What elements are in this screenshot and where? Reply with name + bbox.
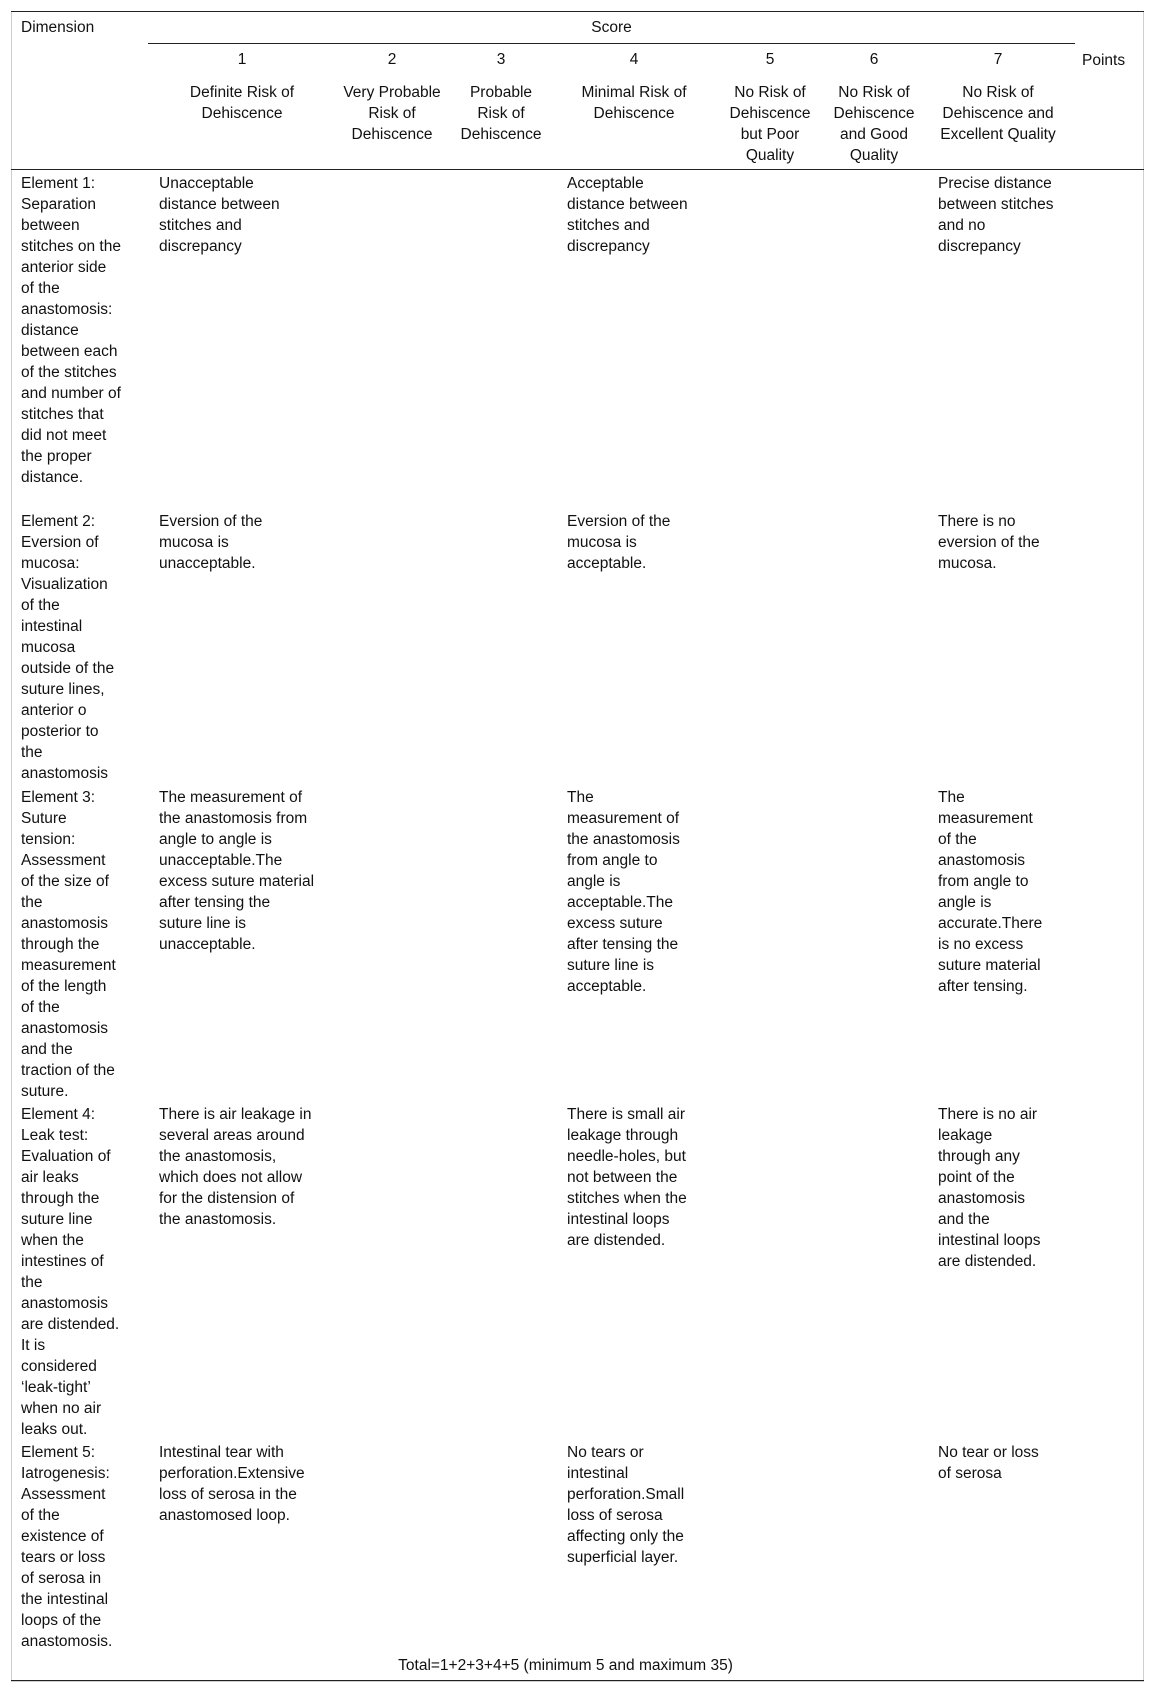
row-2-score-4: Eversion of the mucosa is acceptable. — [567, 513, 671, 572]
row-5-dimension: Element 5: Iatrogenesis: Assessment of the existence of tears or loss of serosa in the intestinal loops of the anastomosis. — [21, 1444, 113, 1650]
score-col-6-label: No Risk of Dehiscence and Good Quality — [833, 84, 915, 164]
header-top-rule — [11, 11, 1144, 12]
header-bottom-rule — [11, 169, 1144, 170]
score-col-1-label: Definite Risk of Dehiscence — [189, 84, 295, 122]
table-bottom-rule — [11, 1680, 1144, 1681]
score-col-5-label: No Risk of Dehiscence but Poor Quality — [729, 84, 811, 164]
score-col-5-number: 5 — [765, 51, 775, 68]
row-2-score-7: There is no eversion of the mucosa. — [938, 513, 1040, 572]
score-header: Score — [591, 19, 632, 36]
row-2-dimension: Element 2: Eversion of mucosa: Visualization of the intestinal mucosa outside of the suture lines, anterior o posterior to the anastomosis — [21, 513, 115, 782]
row-5-score-1: Intestinal tear with perforation.Extensive loss of serosa in the anastomosed loop. — [159, 1444, 305, 1524]
row-1-score-1: Unacceptable distance between stitches and discrepancy — [159, 175, 280, 255]
score-col-6-number: 6 — [869, 51, 879, 68]
points-header: Points — [1082, 52, 1126, 69]
score-col-2-number: 2 — [387, 51, 397, 68]
score-col-1-number: 1 — [237, 51, 247, 68]
row-4-score-1: There is air leakage in several areas around the anastomosis, which does not allow for the distension of the anastomosis. — [159, 1106, 312, 1228]
score-col-3-label: Probable Risk of Dehiscence — [460, 84, 542, 143]
row-5-score-7: No tear or loss of serosa — [938, 1444, 1039, 1482]
score-col-2-label: Very Probable Risk of Dehiscence — [343, 84, 441, 143]
score-col-3-number: 3 — [496, 51, 506, 68]
row-3-score-4: The measurement of the anastomosis from angle to angle is acceptable.The excess suture after tensing the suture line is acceptable. — [567, 789, 680, 995]
row-1-score-4: Acceptable distance between stitches and discrepancy — [567, 175, 688, 255]
row-3-score-7: The measurement of the anastomosis from angle to angle is accurate.There is no excess suture material after tensing. — [938, 789, 1043, 995]
score-rule — [148, 43, 1075, 44]
score-col-7-label: No Risk of Dehiscence and Excellent Quality — [940, 84, 1056, 143]
dimension-header: Dimension — [21, 19, 95, 36]
score-col-7-number: 7 — [993, 51, 1003, 68]
row-5-score-4: No tears or intestinal perforation.Small loss of serosa affecting only the superficial layer. — [567, 1444, 685, 1566]
score-col-4-number: 4 — [629, 51, 639, 68]
row-3-dimension: Element 3: Suture tension: Assessment of the size of the anastomosis through the measurement of the length of the anastomosis and the traction of the suture. — [21, 789, 116, 1100]
row-1-score-7: Precise distance between stitches and no discrepancy — [938, 175, 1054, 255]
row-4-dimension: Element 4: Leak test: Evaluation of air leaks through the suture line when the intestines of the anastomosis are distended. It is considered ‘leak-tight’ when no air leaks out. — [21, 1106, 120, 1438]
total-formula: Total=1+2+3+4+5 (minimum 5 and maximum 35) — [398, 1657, 733, 1674]
row-4-score-4: There is small air leakage through needle-holes, but not between the stitches when the intestinal loops are distended. — [567, 1106, 687, 1249]
row-1-dimension: Element 1: Separation between stitches on the anterior side of the anastomosis: distance between each of the stitches and number of stitches that did not meet the proper distance. — [21, 175, 121, 486]
row-2-score-1: Eversion of the mucosa is unacceptable. — [159, 513, 263, 572]
score-col-4-label: Minimal Risk of Dehiscence — [581, 84, 687, 122]
row-4-score-7: There is no air leakage through any point of the anastomosis and the intestinal loops are distended. — [938, 1106, 1041, 1270]
row-3-score-1: The measurement of the anastomosis from angle to angle is unacceptable.The excess suture material after tensing the suture line is unacceptable. — [159, 789, 315, 953]
